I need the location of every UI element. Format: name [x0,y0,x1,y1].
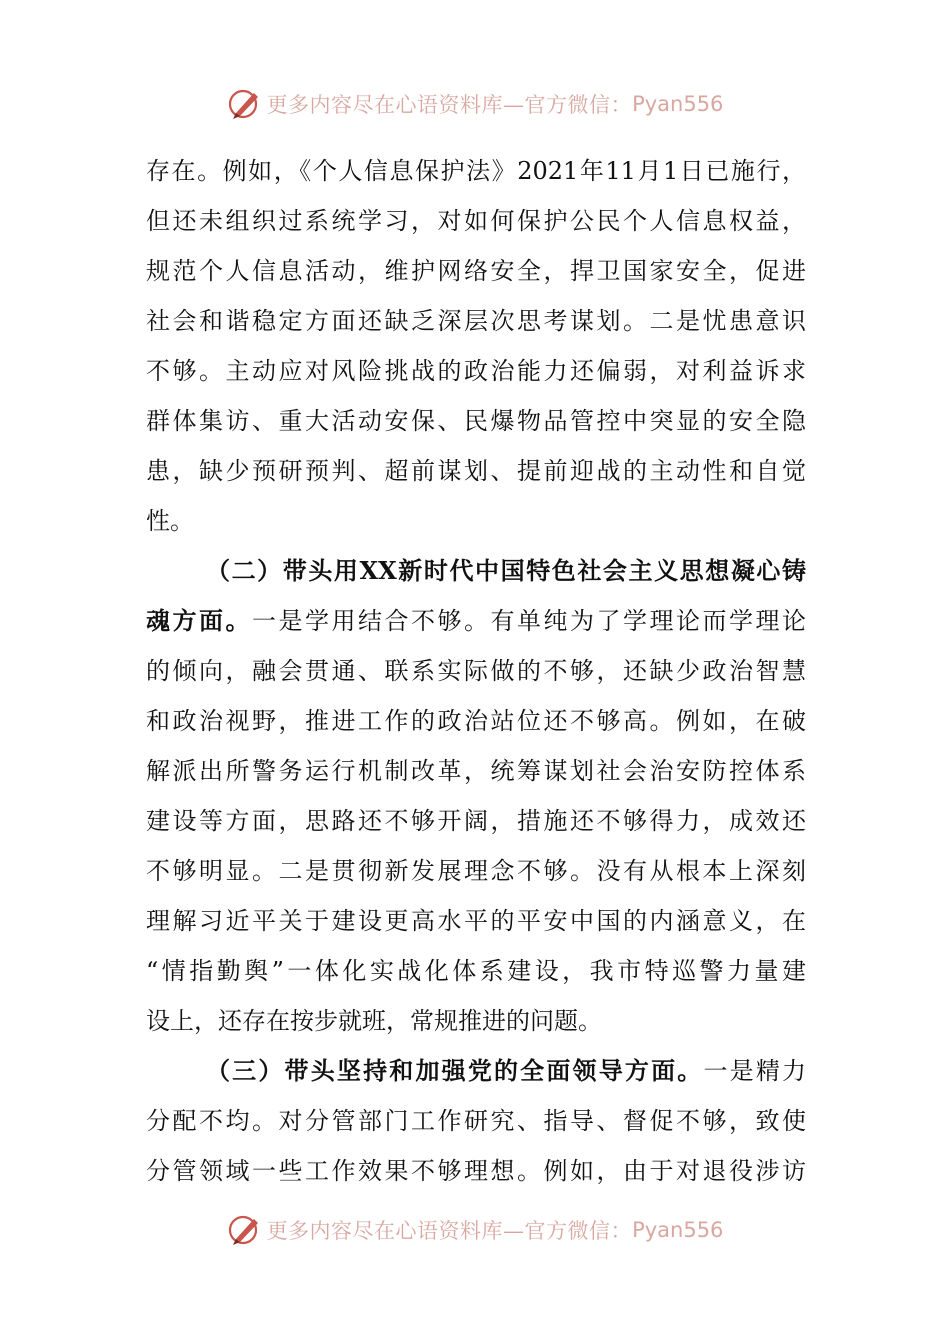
text-line: 理解习近平关于建设更高水平的平安中国的内涵意义，在 [146,907,806,935]
watermark-id: Pyan556 [632,1218,724,1242]
text-line: 规范个人信息活动，维护网络安全，捍卫国家安全，促进 [146,257,806,285]
text-line: 存在。例如，《个人信息保护法》2021年11月1日已施行， [146,157,806,185]
section-heading-2-end: 魂方面。 [146,606,252,635]
text-line: 患，缺少预研预判、超前谋划、提前迎战的主动性和自觉 [146,457,806,485]
text-line: 分管领域一些工作效果不够理想。例如，由于对退役涉访 [146,1157,806,1185]
text-line: “情指勤舆”一体化实战化体系建设，我市特巡警力量建 [146,957,806,985]
text-line: 和政治视野，推进工作的政治站位还不够高。例如，在破 [146,707,806,735]
document-body [146,146,806,1196]
section-heading-2: （二）带头用XX新时代中国特色社会主义思想凝心铸 [206,556,806,585]
section-heading-3: （三）带头坚持和加强党的全面领导方面。 [206,1056,704,1085]
text-line [146,1046,806,1096]
watermark-id: Pyan556 [632,92,724,116]
text-line: 分配不均。对分管部门工作研究、指导、督促不够，致使 [146,1107,806,1135]
text-line: 不够。主动应对风险挑战的政治能力还偏弱，对利益诉求 [146,357,806,385]
watermark-text: 更多内容尽在心语资料库—官方微信： [266,1219,633,1243]
paragraph-2 [146,546,806,1046]
text-line: 社会和谐稳定方面还缺乏深层次思考谋划。二是忧患意识 [146,307,806,335]
watermark-text: 更多内容尽在心语资料库—官方微信： [266,93,633,117]
text-line: 的倾向，融会贯通、联系实际做的不够，还缺少政治智慧 [146,657,806,685]
paragraph-1 [146,146,806,546]
text-line [146,596,806,646]
text-line: 建设等方面，思路还不够开阔，措施还不够得力，成效还 [146,807,806,835]
watermark-banner-top [0,82,950,126]
text-span: 一是精力 [703,1057,806,1085]
text-span: 一是学用结合不够。有单纯为了学理论而学理论 [252,607,806,635]
watermark-banner-bottom [0,1208,950,1252]
text-line: 性。 [146,507,194,535]
paragraph-3 [146,1046,806,1196]
text-line: 但还未组织过系统学习，对如何保护公民个人信息权益， [146,207,806,235]
pen-logo-icon [227,86,263,122]
text-line: 设上，还存在按步就班，常规推进的问题。 [146,1007,602,1035]
text-line: 解派出所警务运行机制改革，统筹谋划社会治安防控体系 [146,757,806,785]
text-line: 群体集访、重大活动安保、民爆物品管控中突显的安全隐 [146,407,806,435]
text-line: 不够明显。二是贯彻新发展理念不够。没有从根本上深刻 [146,857,806,885]
pen-logo-icon [227,1212,263,1248]
